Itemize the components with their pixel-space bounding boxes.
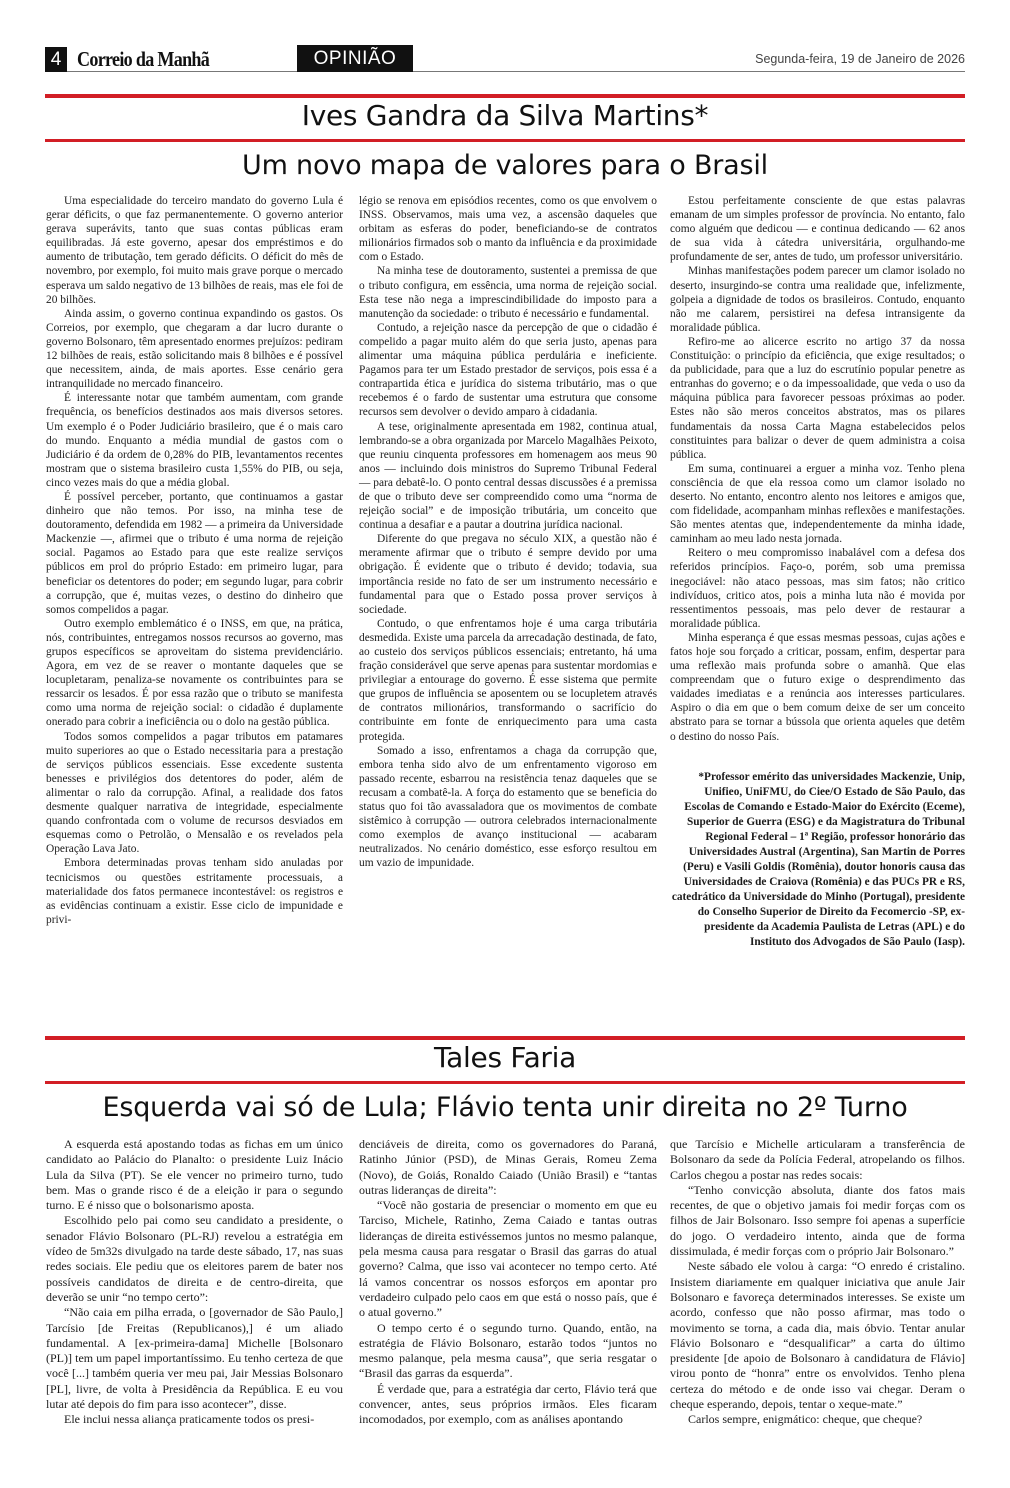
paragraph: Minhas manifestações podem parecer um clamor isolado no deserto, insurgindo-se contra uma realidade que, infelizmente, golpeia a dignidade de todos os brasileiros. Contudo, enquanto não me calarem, persistirei na defesa intransigente da moralidade pública. [670, 265, 965, 334]
paragraph: O tempo certo é o segundo turno. Quando, então, na estratégia de Flávio Bolsonaro, estarão todos “juntos no mesmo palanque, pela mesma causa”, que seria resgatar o “Brasil das garras da esquerda”. [359, 1320, 657, 1381]
article-author: Ives Gandra da Silva Martins* [301, 99, 709, 132]
paragraph: Somado a isso, enfrentamos a chaga da corrupção que, embora tenha sido alvo de um enfrentamento vigoroso em passado recente, esbarrou na resistência tenaz daqueles que se recusam a combatê-la. A força do estamento que se beneficia do status quo foi tão avassaladora que os movimentos de combate sistêmico à corrupção — outrora celebrados internacionalmente como exemplos de avanço institucional — acabaram neutralizados. No cenário doméstico, esse esforço resultou em um vazio de impunidade. [359, 744, 657, 870]
paragraph: Na minha tese de doutoramento, sustentei a premissa de que o tributo configura, em essência, uma norma de rejeição social. Esta tese não nega a imprescindibilidade do imposto para a manutenção da sociedade: o tributo é necessário e fundamental. [359, 265, 657, 320]
edition-date: Segunda-feira, 19 de Janeiro de 2026 [755, 52, 965, 66]
paragraph: Ele inclui nessa aliança praticamente todos os presi- [64, 1412, 315, 1427]
article-author: Tales Faria [434, 1041, 576, 1074]
red-rule-bottom [45, 1081, 965, 1084]
paragraph: Ainda assim, o governo continua expandindo os gastos. Os Correios, por exemplo, que chegaram a dar lucro durante o governo Bolsonaro, têm apresentado enormes prejuízos: pediram 12 bilhões de reais, estão solicitando mais 8 bilhões e é possível que necessitem, ainda, de mais aportes. Esse cenário gera intranquilidade no mercado financeiro. [46, 307, 343, 391]
paragraph: Em suma, continuarei a erguer a minha voz. Tenho plena consciência de que ela ressoa como um clamor isolado no deserto. No entanto, encontro alento nos leitores e amigos que, com fidelidade, acompanham minhas reflexões e manifestações. São mentes atentas que, independentemente da minha idade, caminham ao meu lado nesta jornada. [670, 462, 965, 546]
paragraph: Minha esperança é que essas mesmas pessoas, cujas ações e fatos hoje sou forçado a criticar, possam, enfim, despertar para uma reflexão mais profunda sobre o amanhã. Que elas compreendam que o futuro exige o desprendimento das vaidades imediatas e a renúncia aos interesses particulares. Aspiro o dia em que o bem comum deixe de ser um conceito abstrato para se tornar a bússola que orienta aqueles que detêm o destino do nosso País. [670, 631, 965, 743]
paragraph: Uma especialidade do terceiro mandato do governo Lula é gerar déficits, o que faz permanentemente. O governo anterior gerava superávits, tanto que suas contas públicas eram equilibradas. Já este governo, apesar dos empréstimos e do aumento de tributação, tem gerado déficits. O déficit do mês de novembro, por exemplo, foi muito mais grave porque o mercado esperava um saldo negativo de 13 bilhões de reais, mas ele foi de 20 bilhões. [46, 195, 344, 306]
paragraph: Refiro-me ao alicerce escrito no artigo 37 da nossa Constituição: o princípio da eficiência, que exige resultados; o da publicidade, para que a luz do escrutínio popular penetre as entranhas do governo; e o da impessoalidade, que veda o uso da máquina pública para favorecer pessoas próximas ao poder. Estes não são meros conceitos abstratos, mas os pilares fundamentais da nossa Carta Magna estabelecidos pelos constituintes para balizar o dever de quem administra a coisa pública. [670, 335, 965, 461]
paragraph: denciáveis de direita, como os governadores do Paraná, Ratinho Júnior (PSD), de Minas Gerais, Romeu Zema (Novo), de Goiás, Ronaldo Caiado (União Brasil) e “tantas outras lideranças de direita”: [359, 1137, 657, 1197]
paragraph: Contudo, a rejeição nasce da percepção de que o cidadão é compelido a pagar muito além do que seria justo, apenas para alimentar uma máquina pública perdulária e ineficiente. Pagamos para ter um Estado prestador de serviços, pois essa é a contrapartida ética e jurídica do sistema tributário, mas o que recebemos é o fardo de sustentar uma estrutura que consome recursos sem devolver o devido amparo à cidadania. [359, 321, 657, 419]
paragraph: Contudo, o que enfrentamos hoje é uma carga tributária desmedida. Existe uma parcela da arrecadação destinada, de fato, ao custeio dos serviços públicos essenciais; entretanto, há uma fração considerável que serve apenas para sustentar mordomias e privilegiar a entourage do governo. É esse sistema que permite que grupos de influência se aposentem ou se locupletem através de contratos milionários, transformando o sacrifício do contribuinte em fonte de enriquecimento para uma casta protegida. [359, 617, 657, 743]
paragraph: É interessante notar que também aumentam, com grande frequência, os benefícios destinados aos mais diversos setores. Um exemplo é o Poder Judiciário brasileiro, que é o mais caro do mundo. Enquanto a média mundial de gastos com o Judiciário é da ordem de 0,28% do PIB, levantamentos recentes mostram que o sistema brasileiro custa 1,55% do PIB, ou seja, cinco vezes mais do que a média global. [46, 392, 343, 489]
section-tag: OPINIÃO [297, 45, 413, 72]
article-column-2 [359, 194, 657, 871]
paragraph: Embora determinadas provas tenham sido anuladas por tecnicismos ou questões estritamente processuais, a materialidade dos fatos permanece incontestável: os registros e as evidências continuam a existir. Esse ciclo de impunidade e privi- [46, 857, 343, 926]
masthead [45, 45, 965, 72]
article-headline: Esquerda vai só de Lula; Flávio tenta unir direita no 2º Turno [102, 1092, 908, 1123]
author-bio: *Professor emérito das universidades Mackenzie, Unip, Unifieo, UniFMU, do Ciee/O Estado de São Paulo, das Escolas de Comando e Estado-Maior do Exército (Eceme), Superior de Guerra (ESG) e da Magistratura do Tribunal Regional Federal – 1ª Região, professor honorário das Universidades Austral (Argentina), San Martin de Porres (Peru) e Vasili Goldis (Romênia), doutor honoris causa das Universidades de Craiova (Romênia) e das PUCs PR e RS, catedrático da Universidade do Minho (Portugal), presidente do Conselho Superior de Direito da Fecomercio -SP, ex-presidente da Academia Paulista de Letras (APL) e do Instituto dos Advogados de São Paulo (Iasp). [671, 770, 965, 948]
paragraph: É verdade que, para a estratégia dar certo, Flávio terá que convencer, antes, seus próprios irmãos. Eles ficaram incomodados, por exemplo, com as análises apontando [359, 1381, 657, 1427]
paragraph: “Não caia em pilha errada, o [governador de São Paulo,] Tarcísio [de Freitas (Republicanos),] é um aliado fundamental. A [ex-primeira-dama] Michelle [Bolsonaro (PL)] tem um papel importantíssimo. Eu tenho certeza de que você [...] também queria ver meu pai, Jair Messias Bolsonaro [PL], livre, de volta à Presidência da República. E eu vou lutar até depois do fim para isso acontecer”, disse. [46, 1305, 343, 1412]
article-headline: Um novo mapa de valores para o Brasil [242, 150, 768, 181]
paragraph: Carlos sempre, enigmático: cheque, que cheque? [688, 1412, 923, 1427]
paragraph: “Você não gostaria de presenciar o momento em que eu Tarciso, Michele, Ratinho, Zema Caiado e tantas outras lideranças de direita estivéssemos juntos no mesmo palanque, pela mesma causa para resgatar o Brasil das garras do atual governo? Calma, que isso vai acontecer no tempo certo. Até lá vamos concentrar os nossos esforços em apontar pro verdadeiro culpado pelo caos em que está o nosso país, que é o atual governo.” [359, 1198, 657, 1320]
paragraph: É possível perceber, portanto, que continuamos a gastar dinheiro que não temos. Por isso, na minha tese de doutoramento, defendida em 1982 — a primeira da Universidade Mackenzie —, afirmei que o tributo é uma norma de rejeição social. Pagamos ao Estado para que este realize serviços públicos em prol do próprio Estado: em primeiro lugar, para beneficiar os detentores do poder; em segundo lugar, para cobrir a corrupção, que é, muitas vezes, o destino do dinheiro que somos compelidos a pagar. [46, 490, 344, 616]
paragraph: Todos somos compelidos a pagar tributos em patamares muito superiores ao que o Estado necessitaria para a prestação de serviços públicos essenciais. Esse excedente sustenta benesses e privilégios dos detentores do poder, além de alimentar o ralo da corrupção. Afinal, a realidade dos fatos desmente qualquer narrativa de integridade, especialmente quando confrontada com o volume de recursos desviados em esquemas como o Petrolão, o Mensalão e os revelados pela Operação Lava Jato. [46, 730, 343, 856]
article-column-3 [670, 194, 965, 950]
article-column-1 [46, 194, 343, 927]
paragraph: Escolhido pelo pai como seu candidato a presidente, o senador Flávio Bolsonaro (PL-RJ) revelou a estratégia em vídeo de 5m32s divulgado na tarde deste sábado, 17, nas suas redes sociais. Ele pediu que os eleitores parem de bater nos possíveis candidatos de direita e de centro-direita, que deverão se unir “no tempo certo”: [46, 1213, 343, 1304]
paragraph: A esquerda está apostando todas as fichas em um único candidato ao Palácio do Planalto: o presidente Luiz Inácio Lula da Silva (PT). Se ele vencer no primeiro turno, tudo bem. Mas o grande risco é de a eleição ir para o segundo turno. E é nisso que o bolsonarismo aposta. [46, 1137, 343, 1213]
page-number: 4 [45, 47, 67, 72]
red-rule-top [45, 94, 965, 98]
paragraph: Neste sábado ele volou à carga: “O enredo é cristalino. Insistem diariamente em qualquer iniciativa que anule Jair Bolsonaro e favoreça determinados interesses. Se existe um acordo, confesso que não posso afirmar, mas todo o movimento se torna, a cada dia, mais óbvio. Tentar anular Flávio Bolsonaro e “desqualificar” a carta do último presidente [de apoio de Bolsonaro à candidatura de Flávio] virou ponto de “honra” entre os envolvidos. Tenho plena certeza do método e de onde isso vai chegar. Deram o cheque esperando, depois, tentar o xeque-mate.” [670, 1259, 965, 1412]
paragraph: que Tarcísio e Michelle articularam a transferência de Bolsonaro da sede da Polícia Federal, atropelando os filhos. Carlos chegou a postar nas redes socais: [670, 1137, 965, 1182]
paragraph: Reitero o meu compromisso inabalável com a defesa dos referidos princípios. Faço-o, porém, sob uma premissa inegociável: não ataco pessoas, mas sim fatos; não critico indivíduos, critico atos, pois a minha luta não é movida por ressentimentos pessoais, mas pelo dever de restaurar a moralidade pública. [670, 547, 965, 630]
paragraph: Outro exemplo emblemático é o INSS, em que, na prática, nós, contribuintes, entregamos nossos recursos ao governo, mas grupos específicos se aproveitam do sistema previdenciário. Agora, em vez de se reaver o montante daqueles que se locupletaram, penaliza-se novamente os contribuintes para se ressarcir os lesados. É por essa razão que o tributo se manifesta como uma norma de rejeição social: o cidadão é duplamente onerado para cobrir a ineficiência ou o dolo na gestão pública. [46, 617, 343, 729]
paragraph: Diferente do que pregava no século XIX, a questão não é meramente afirmar que o tributo é sempre devido por uma obrigação. É evidente que o tributo é devido; todavia, sua importância reside no fato de ser um instrumento necessário e fundamental para que o Estado possa prover serviços à sociedade. [359, 533, 657, 616]
paragraph: légio se renova em episódios recentes, como os que envolvem o INSS. Observamos, mais uma vez, a ascensão daqueles que orbitam as esferas do poder, beneficiando-se de contratos milionários firmados sob o manto da influência e da proximidade com o Estado. [359, 195, 657, 264]
red-rule-top [45, 1036, 965, 1040]
paragraph: “Tenho convicção absoluta, diante dos fatos mais recentes, de que o objetivo jamais foi medir forças com os filhos de Jair Bolsonaro. Isso sempre foi apenas a superfície do jogo. O verdadeiro intento, ainda que de forma dissimulada, é medir forças com o próprio Jair Bolsonaro.” [670, 1182, 965, 1259]
newspaper-name: Correio da Manhã [77, 47, 210, 71]
article-column-1 [46, 1137, 343, 1428]
article-column-3 [670, 1137, 965, 1428]
red-rule-bottom [45, 139, 965, 142]
paragraph: A tese, originalmente apresentada em 1982, continua atual, lembrando-se a obra organizada por Marcelo Magalhães Peixoto, que reuniu cinquenta professores em homenagem aos meus 90 anos — incluindo dois ministros do Supremo Tribunal Federal — para debatê-lo. O ponto central dessas discussões é a premissa de que o tributo deve ser compreendido como uma “norma de rejeição social” e de imposição tributária, um conceito que continua a desafiar e a pautar a doutrina jurídica nacional. [359, 420, 657, 532]
paragraph: Estou perfeitamente consciente de que estas palavras emanam de um simples professor de província. No entanto, falo como alguém que dedicou — e continua dedicando — 62 anos de sua vida à cátedra universitária, orgulhando-me profundamente de ser, antes de tudo, um professor universitário. [670, 195, 965, 264]
article-column-2 [359, 1137, 657, 1428]
